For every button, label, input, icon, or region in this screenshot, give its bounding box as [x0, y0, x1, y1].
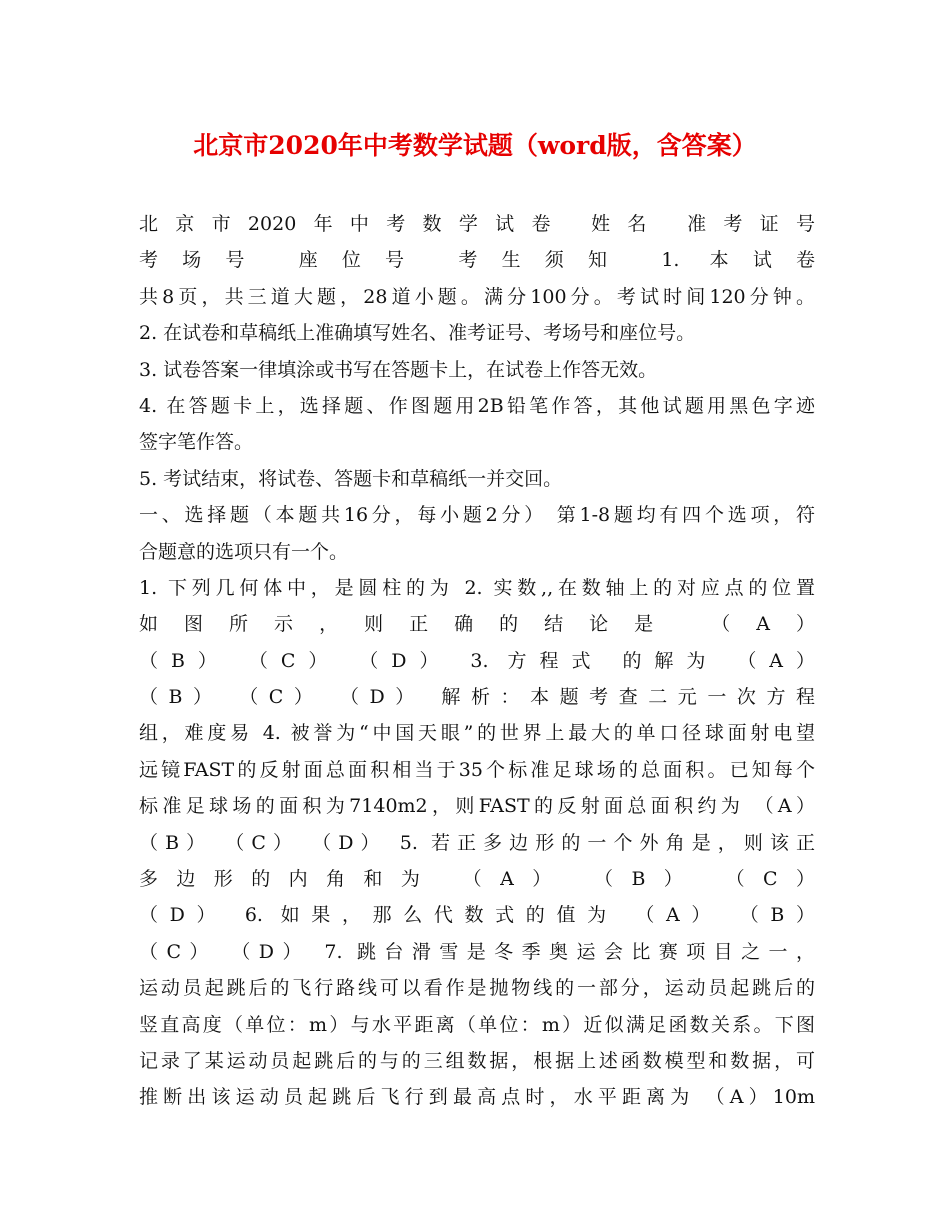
- text-line: （B） （C） （D） 5. 若正多边形的一个外角是，则该正: [139, 831, 815, 854]
- text-line: 共8页，共三道大题，28道小题。满分100分。考试时间120分钟。: [139, 285, 815, 308]
- text-line: 推断出该运动员起跳后飞行到最高点时，水平距离为 （A）10m: [139, 1086, 815, 1109]
- text-line: 竖直高度（单位：m）与水平距离（单位：m）近似满足函数关系。下图: [139, 1013, 815, 1036]
- document-title: 北京市2020年中考数学试题（word版，含答案）: [193, 131, 757, 160]
- text-line: （B） （C） （D） 3. 方程式 的解为 （A）: [139, 649, 815, 672]
- text-line: （B） （C） （D） 解析：本题考查二元一次方程: [139, 686, 815, 709]
- text-line: 组，难度易 4. 被誉为“中国天眼”的世界上最大的单口径球面射电望: [139, 722, 815, 745]
- text-line: 5. 考试结束，将试卷、答题卡和草稿纸一并交回。: [139, 467, 563, 490]
- text-line: 远镜FAST的反射面总面积相当于35个标准足球场的总面积。已知每个: [139, 758, 815, 781]
- text-line: 合题意的选项只有一个。: [139, 540, 349, 563]
- text-line: （D） 6. 如果，那么代数式的值为 （A） （B）: [139, 904, 815, 927]
- text-line: 北京市2020年中考数学试卷 姓名 准考证号: [139, 213, 815, 235]
- text-line: 标准足球场的面积为7140m2，则FAST的反射面总面积约为 （A）: [139, 795, 815, 818]
- document-body: [139, 206, 815, 1116]
- text-line: 运动员起跳后的飞行路线可以看作是抛物线的一部分，运动员起跳后的: [139, 977, 815, 1000]
- text-line: 3. 试卷答案一律填涂或书写在答题卡上，在试卷上作答无效。: [139, 358, 658, 381]
- text-line: 4. 在答题卡上，选择题、作图题用2B铅笔作答，其他试题用黑色字迹: [139, 394, 815, 417]
- text-line: 考场号 座位号 考生须知 1. 本试卷: [139, 249, 815, 272]
- text-line: 记录了某运动员起跳后的与的三组数据，根据上述函数模型和数据，可: [139, 1049, 815, 1072]
- text-line: 一、选择题（本题共16分，每小题2分） 第1-8题均有四个选项，符: [139, 504, 815, 527]
- text-line: 多边形的内角和为 （A） （B） （C）: [139, 868, 815, 891]
- text-line: （C） （D） 7. 跳台滑雪是冬季奥运会比赛项目之一，: [139, 940, 815, 963]
- text-line: 签字笔作答。: [139, 431, 254, 454]
- text-line: 2. 在试卷和草稿纸上准确填写姓名、准考证号、考场号和座位号。: [139, 322, 696, 345]
- text-line: 如图所示，则正确的结论是 （A）: [139, 613, 815, 636]
- text-line: 1. 下列几何体中，是圆柱的为 2. 实数,,在数轴上的对应点的位置: [139, 576, 815, 599]
